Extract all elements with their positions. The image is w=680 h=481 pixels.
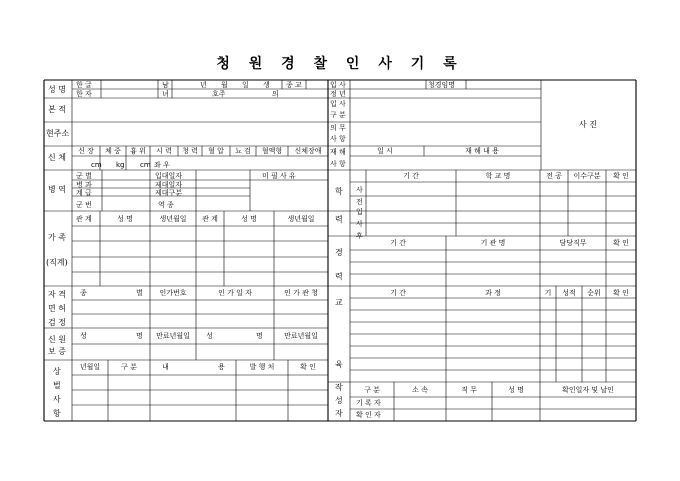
reward-confirm-header: 확 인 — [300, 363, 316, 371]
reward-date-header: 년월일 — [79, 363, 101, 371]
career-confirm-header: 확 인 — [613, 239, 629, 247]
author-row-recorder: 기 록 자 — [356, 399, 381, 407]
retire-date-label: 정 년 — [330, 90, 346, 98]
name-label: 성 명 — [48, 85, 66, 94]
duty-label-0: 의 무 — [330, 124, 346, 132]
guarantor-given-2: 명 — [256, 332, 263, 340]
address-label: 현주소 — [46, 129, 70, 138]
guarantor-expiry-1: 만료년월일 — [156, 332, 190, 340]
school-completion-header: 이수구분 — [573, 172, 601, 180]
school-label-1: 력 — [335, 215, 343, 224]
school-sub-4: 후 — [356, 232, 363, 240]
family-name-1: 성 명 — [117, 215, 133, 223]
guarantor-label-0: 신 원 — [48, 335, 66, 344]
kg-unit: kg — [116, 161, 125, 169]
military-label: 병 역 — [48, 185, 66, 194]
school-sub-2: 입 — [356, 208, 363, 216]
chest-header: 흉 위 — [130, 147, 146, 155]
reward-label-2: 사 — [53, 395, 61, 404]
license-type-a: 종 — [80, 289, 87, 297]
license-authority-header: 인 가 관 청 — [284, 289, 318, 297]
enlist-row-3: 역 종 — [158, 201, 174, 209]
career-duty-header: 담당직무 — [559, 239, 587, 247]
career-label-0: 경 — [335, 248, 343, 257]
author-name-header: 성 명 — [508, 386, 524, 394]
family-name-2: 성 명 — [241, 215, 257, 223]
enlist-row-2: 제대구분 — [155, 189, 183, 197]
religion-label: 종 교 — [286, 81, 302, 89]
mil-row-1: 병 과 — [76, 181, 92, 189]
mil-row-2: 계 급 — [76, 189, 92, 197]
license-date-header: 인 가 일 자 — [218, 289, 252, 297]
career-period-header: 기 간 — [390, 239, 406, 247]
education-grade-header: 성적 — [562, 289, 576, 297]
form-title: 청 원 경 찰 인 사 기 록 — [216, 56, 464, 72]
reward-label-1: 벌 — [53, 381, 61, 390]
family-sub-label: (직계) — [46, 258, 68, 267]
registry-label: 본 적 — [48, 105, 66, 114]
family-relation-1: 관 계 — [76, 215, 92, 223]
education-confirm-header: 확 인 — [613, 289, 629, 297]
male-label: 남 — [162, 81, 169, 89]
reappoint-content-header: 재 해 내 용 — [465, 147, 499, 155]
license-label-1: 면 허 — [48, 304, 66, 313]
householder-label: 호주 — [212, 90, 226, 98]
urine-header: 뇨 검 — [235, 147, 251, 155]
duty-label-1: 사 항 — [330, 135, 346, 143]
school-sub-3: 사 — [356, 220, 363, 228]
height-header: 신 장 — [78, 147, 94, 155]
family-relation-2: 관 계 — [202, 215, 218, 223]
education-label-1: 육 — [335, 360, 343, 369]
education-term-header: 기 — [544, 289, 552, 297]
career-org-header: 기 관 명 — [480, 239, 506, 247]
reward-label-3: 항 — [53, 409, 61, 418]
education-rank-header: 순위 — [587, 289, 601, 297]
reward-label-0: 상 — [53, 367, 61, 376]
school-label-0: 학 — [335, 187, 343, 196]
reward-type-header: 구 분 — [121, 363, 137, 371]
blood-type-header: 혈액형 — [261, 147, 283, 155]
education-course-header: 과 정 — [485, 289, 501, 297]
reward-content-a: 내 — [162, 363, 169, 371]
career-label-1: 력 — [335, 272, 343, 281]
hire-date-label: 입 사 — [330, 81, 346, 89]
enlist-row-0: 입대일자 — [155, 172, 183, 180]
school-name-header: 학 교 명 — [485, 172, 511, 180]
author-label-2: 자 — [335, 409, 343, 418]
license-label-2: 검 정 — [48, 318, 66, 327]
cm-unit: cm — [91, 161, 102, 169]
cm-unit-2: cm — [140, 161, 151, 169]
first-assignment-label: 청경임명 — [428, 81, 456, 89]
license-number-header: 인가번호 — [159, 289, 187, 297]
guarantor-expiry-2: 만료년월일 — [284, 332, 318, 340]
birth-label: 년 월 일 생 — [200, 81, 270, 89]
family-label: 가 족 — [48, 233, 66, 242]
author-duty-header: 직 무 — [461, 386, 477, 394]
author-confirm-header: 확인일자 및 날인 — [562, 386, 614, 394]
reward-content-b: 용 — [218, 363, 225, 371]
school-major-header: 전 공 — [546, 172, 562, 180]
reappoint-label-1: 사 항 — [330, 160, 346, 168]
school-sub-0: 사 — [356, 186, 363, 194]
license-type-b: 별 — [136, 289, 143, 297]
school-period-header: 기 간 — [403, 172, 419, 180]
vision-header: 시 력 — [156, 147, 172, 155]
female-label: 녀 — [162, 90, 169, 98]
guarantor-label-1: 보 증 — [48, 347, 66, 356]
reward-issuer-header: 발 행 처 — [249, 363, 275, 371]
school-sub-1: 전 — [356, 198, 363, 206]
hire-category-label-0: 입 사 — [330, 100, 346, 108]
family-birth-2: 생년월일 — [287, 215, 315, 223]
education-label-0: 교 — [335, 298, 343, 307]
mil-row-0: 군 별 — [76, 172, 92, 180]
hanja-label: 한 자 — [76, 90, 92, 98]
exempt-reason-label: 미 필 사 유 — [262, 172, 296, 180]
family-birth-1: 생년월일 — [159, 215, 187, 223]
license-label-0: 자 격 — [48, 290, 66, 299]
author-label-0: 작 — [335, 383, 343, 392]
weight-header: 체 중 — [105, 147, 121, 155]
of-label: 의 — [272, 90, 279, 98]
guarantor-surname-2: 성 — [206, 332, 213, 340]
hearing-header: 청 력 — [182, 147, 198, 155]
hire-category-label-1: 구 분 — [330, 111, 346, 119]
left-right-label: 좌 우 — [154, 161, 170, 169]
guarantor-given-1: 명 — [136, 332, 143, 340]
blood-pressure-header: 혈 압 — [208, 147, 224, 155]
author-category-header: 구 분 — [364, 386, 380, 394]
education-period-header: 기 간 — [390, 289, 406, 297]
mil-row-3: 군 번 — [76, 201, 92, 209]
photo-box: 사 진 — [579, 120, 597, 129]
disability-header: 신체장애 — [294, 147, 322, 155]
hangul-label: 한 글 — [76, 81, 92, 89]
reappoint-label-0: 재 해 — [330, 148, 346, 156]
reappoint-date-header: 일 시 — [377, 147, 393, 155]
enlist-row-1: 제대일자 — [155, 181, 183, 189]
author-dept-header: 소 속 — [412, 386, 428, 394]
body-label: 신 체 — [48, 153, 66, 162]
guarantor-surname-1: 성 — [80, 332, 87, 340]
school-confirm-header: 확 인 — [613, 172, 629, 180]
author-row-confirmer: 확 인 자 — [356, 411, 381, 419]
author-label-1: 성 — [335, 396, 343, 405]
